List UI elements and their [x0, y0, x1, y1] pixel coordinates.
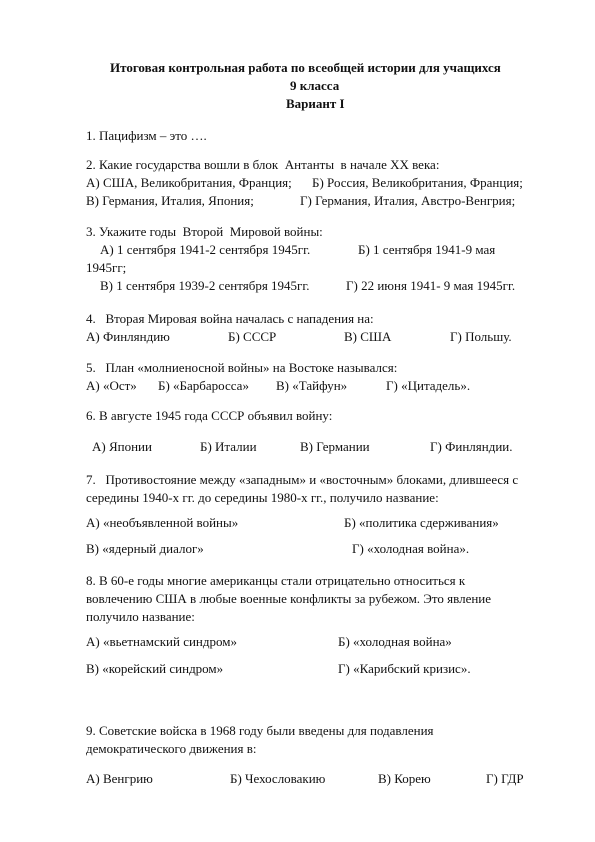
question-8-cont-2: получило название:: [86, 609, 195, 624]
q7-option-b: Б) «политика сдерживания»: [344, 515, 499, 530]
q5-option-a: А) «Ост»: [86, 378, 137, 393]
q5-option-v: В) «Тайфун»: [276, 378, 348, 393]
q4-option-v: В) США: [344, 329, 392, 344]
q2-option-v: В) Германия, Италия, Япония;: [86, 193, 254, 208]
q8-option-a: А) «вьетнамский синдром»: [86, 634, 237, 649]
q2-option-a: А) США, Великобритания, Франция;: [86, 175, 292, 190]
q7-option-g: Г) «холодная война».: [352, 541, 470, 556]
question-4: 4. Вторая Мировая война началась с нападения на:: [86, 311, 374, 326]
q9-option-a: А) Венгрию: [86, 771, 153, 786]
q6-option-b: Б) Италии: [200, 439, 257, 454]
q5-option-b: Б) «Барбаросса»: [158, 378, 249, 393]
q9-option-g: Г) ГДР: [486, 771, 524, 786]
question-8-cont: вовлечению США в любые военные конфликты за рубежом. Это явление: [86, 591, 492, 606]
q2-option-b: Б) Россия, Великобритания, Франция;: [312, 175, 523, 190]
question-3: 3. Укажите годы Второй Мировой войны:: [86, 224, 323, 239]
question-9: 9. Советские войска в 1968 году были введены для подавления: [86, 723, 434, 738]
question-9-cont: демократического движения в:: [86, 741, 257, 756]
q6-option-v: В) Германии: [300, 439, 370, 454]
question-7: 7. Противостояние между «западным» и «восточным» блоками, длившееся с: [86, 472, 519, 487]
question-2: 2. Какие государства вошли в блок Антанты в начале XX века:: [86, 157, 440, 172]
question-1: 1. Пацифизм – это ….: [86, 128, 207, 143]
q8-option-v: В) «корейский синдром»: [86, 661, 224, 676]
question-8: 8. В 60-е годы многие американцы стали отрицательно относиться к: [86, 573, 466, 588]
q4-option-b: Б) СССР: [228, 329, 277, 344]
question-6: 6. В августе 1945 года СССР объявил войну:: [86, 408, 333, 423]
q5-option-g: Г) «Цитадель».: [386, 378, 471, 393]
q9-option-b: Б) Чехословакию: [230, 771, 326, 786]
title-line-1: Итоговая контрольная работа по всеобщей истории для учащихся: [110, 60, 501, 75]
question-7-cont: середины 1940-х гг. до середины 1980-х гг., получило название:: [86, 490, 439, 505]
q4-option-g: Г) Польшу.: [450, 329, 512, 344]
q8-option-b: Б) «холодная война»: [338, 634, 452, 649]
q3-option-a: А) 1 сентября 1941-2 сентября 1945гг.: [100, 242, 311, 257]
q8-option-g: Г) «Карибский кризис».: [338, 661, 471, 676]
q3-option-g: Г) 22 июня 1941- 9 мая 1945гг.: [346, 278, 516, 293]
title-line-3: Вариант I: [286, 96, 345, 111]
q3-option-v: В) 1 сентября 1939-2 сентября 1945гг.: [100, 278, 310, 293]
q4-option-a: А) Финляндию: [86, 329, 170, 344]
q6-option-g: Г) Финляндии.: [430, 439, 513, 454]
q9-option-v: В) Корею: [378, 771, 431, 786]
question-5: 5. План «молниеносной войны» на Востоке назывался:: [86, 360, 398, 375]
q3-option-b: Б) 1 сентября 1941-9 мая: [358, 242, 496, 257]
q7-option-a: А) «необъявленной войны»: [86, 515, 239, 530]
title-line-2: 9 класса: [290, 78, 340, 93]
q6-option-a: А) Японии: [92, 439, 152, 454]
q7-option-v: В) «ядерный диалог»: [86, 541, 204, 556]
q2-option-g: Г) Германия, Италия, Австро-Венгрия;: [300, 193, 516, 208]
q3-option-b-cont: 1945гг;: [86, 260, 127, 275]
